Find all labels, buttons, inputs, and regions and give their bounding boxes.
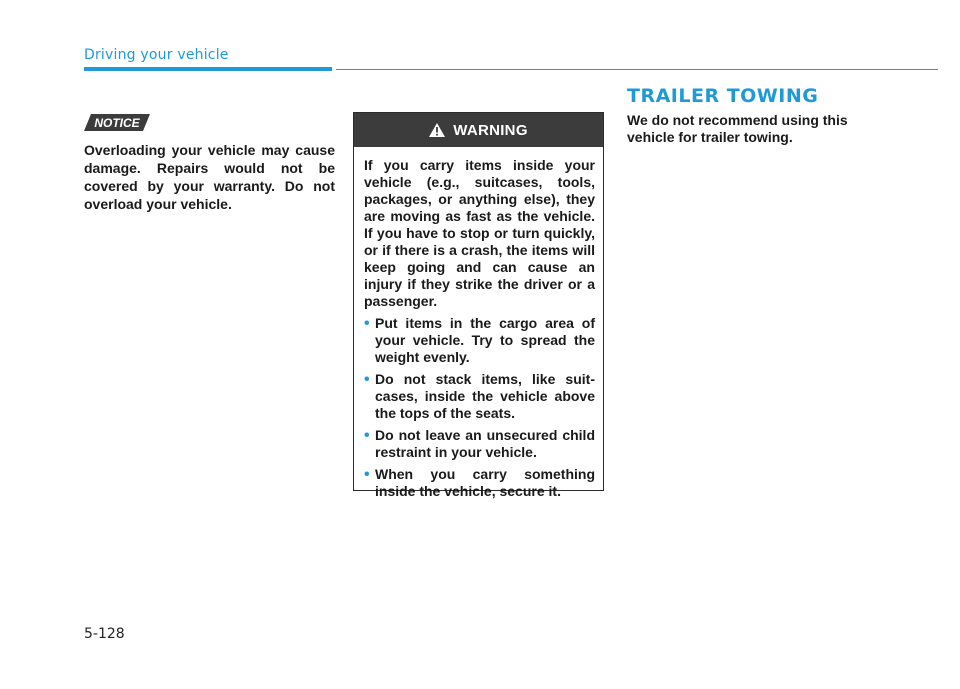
- warning-bullet-text: Put items in the cargo area of your vehicle. Try to spread the weight evenly.: [375, 315, 595, 365]
- warning-box: [353, 112, 604, 499]
- page-number: 5-128: [84, 626, 125, 642]
- warning-bullet-item: [364, 315, 595, 366]
- warning-bullet-item: [364, 371, 595, 422]
- header-rule-thin: [336, 69, 938, 70]
- notice-badge: [84, 114, 150, 131]
- warning-header: [354, 113, 603, 147]
- warning-body: [354, 147, 603, 500]
- warning-triangle-icon: [429, 123, 445, 137]
- notice-text: Overloading your vehicle may cause damage. Repairs would not be covered by your warranty. Do not overload your vehicle.: [84, 142, 335, 212]
- section-title: Driving your vehicle: [84, 47, 229, 63]
- notice-badge-label: NOTICE: [94, 116, 140, 130]
- bullet-dot: •: [364, 371, 370, 388]
- warning-bullet-item: [364, 427, 595, 461]
- warning-bullet-item: [364, 466, 595, 500]
- warning-bullet-list: [364, 315, 595, 500]
- warning-bullet-text: Do not leave an unsecured child restraint in your vehicle.: [375, 427, 595, 460]
- bullet-dot: •: [364, 466, 370, 483]
- warning-bullet-text: When you carry something inside the vehicle, secure it.: [375, 466, 595, 499]
- bullet-dot: •: [364, 315, 370, 332]
- bullet-dot: •: [364, 427, 370, 444]
- warning-intro: If you carry items inside your vehicle (e.g., suitcases, tools, packages, or anything else), they are moving as fast as the vehicle. If you have to stop or turn quickly, or if there is a crash, the items will keep going and can cause an injury if they strike the driver or a passenger.: [364, 157, 595, 309]
- trailer-towing-text: We do not recommend using this vehicle for trailer towing.: [627, 112, 848, 145]
- header-rule-thick: [84, 67, 332, 71]
- warning-title: WARNING: [453, 121, 528, 139]
- trailer-towing-heading: TRAILER TOWING: [627, 85, 819, 107]
- warning-bullet-text: Do not stack items, like suit-cases, inside the vehicle above the tops of the seats.: [375, 371, 595, 421]
